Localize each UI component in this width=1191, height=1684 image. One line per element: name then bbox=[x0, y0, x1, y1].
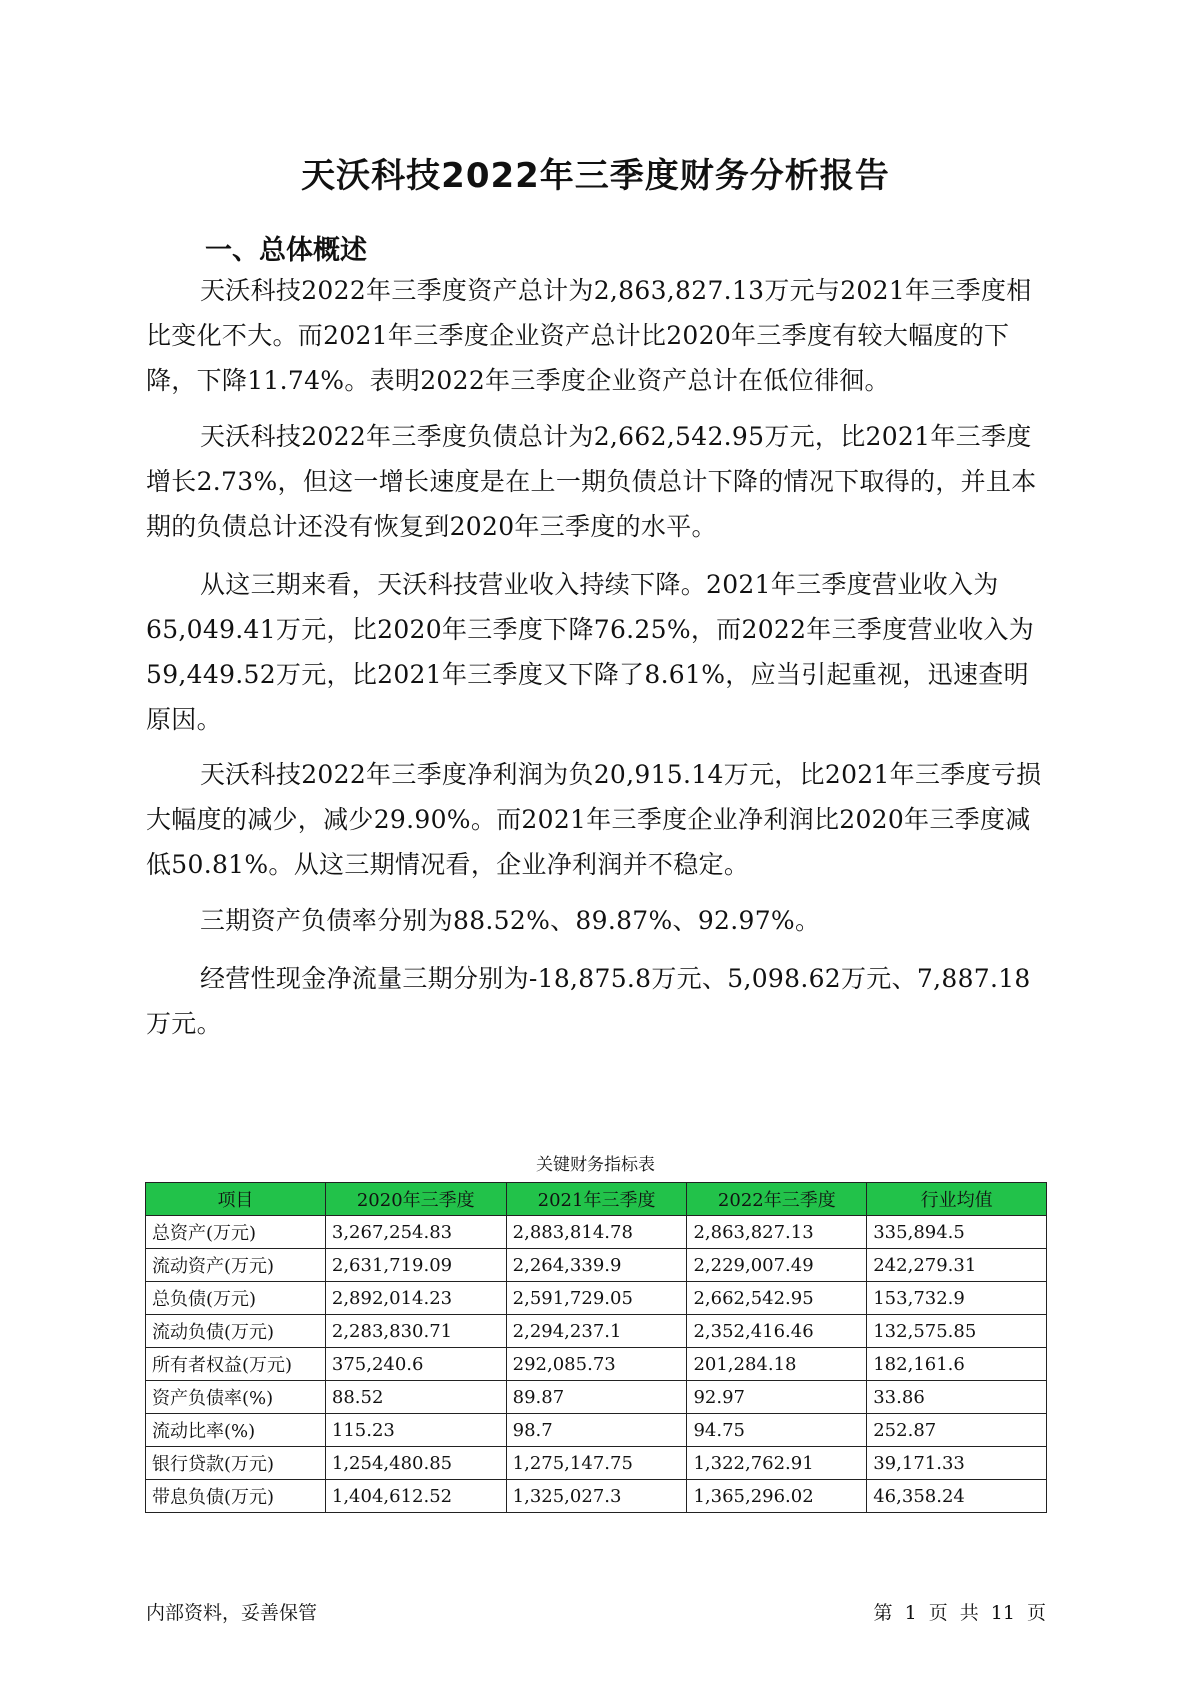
header-2022q3: 2022年三季度 bbox=[687, 1183, 867, 1216]
cell-2022q3: 92.97 bbox=[687, 1381, 867, 1414]
paragraph-cash-flow: 经营性现金净流量三期分别为-18,875.8万元、5,098.62万元、7,887.18万元。 bbox=[146, 964, 1031, 1038]
row-label: 所有者权益(万元) bbox=[146, 1348, 326, 1381]
cell-2020q3: 115.23 bbox=[325, 1414, 506, 1447]
paragraph-net-profit: 天沃科技2022年三季度净利润为负20,915.14万元，比2021年三季度亏损大幅度的减少，减少29.90%。而2021年三季度企业净利润比2020年三季度减低50.81%。从这三期情况看，企业净利润并不稳定。 bbox=[146, 760, 1042, 879]
paragraph-assets: 天沃科技2022年三季度资产总计为2,863,827.13万元与2021年三季度相比变化不大。而2021年三季度企业资产总计比2020年三季度有较大幅度的下降，下降11.74%。表明2022年三季度企业资产总计在低位徘徊。 bbox=[146, 276, 1032, 395]
paragraph-revenue: 从这三期来看，天沃科技营业收入持续下降。2021年三季度营业收入为65,049.41万元，比2020年三季度下降76.25%，而2022年三季度营业收入为59,449.52万元，比2021年三季度又下降了8.61%，应当引起重视，迅速查明原因。 bbox=[146, 570, 1035, 734]
table-row bbox=[146, 1216, 1047, 1249]
paragraph-debt-ratio: 三期资产负债率分别为88.52%、89.87%、92.97%。 bbox=[200, 906, 821, 935]
cell-2022q3: 2,352,416.46 bbox=[687, 1315, 867, 1348]
row-label: 总资产(万元) bbox=[146, 1216, 326, 1249]
table-row bbox=[146, 1249, 1047, 1282]
table-row bbox=[146, 1282, 1047, 1315]
cell-industry-avg: 39,171.33 bbox=[867, 1447, 1047, 1480]
cell-2020q3: 88.52 bbox=[325, 1381, 506, 1414]
cell-2021q3: 1,275,147.75 bbox=[506, 1447, 687, 1480]
cell-industry-avg: 153,732.9 bbox=[867, 1282, 1047, 1315]
kpi-table bbox=[145, 1182, 1047, 1513]
row-label: 流动资产(万元) bbox=[146, 1249, 326, 1282]
footer-confidential-note: 内部资料，妥善保管 bbox=[146, 1602, 318, 1624]
cell-2021q3: 89.87 bbox=[506, 1381, 687, 1414]
page-title: 天沃科技2022年三季度财务分析报告 bbox=[301, 156, 890, 196]
row-label: 总负债(万元) bbox=[146, 1282, 326, 1315]
cell-industry-avg: 182,161.6 bbox=[867, 1348, 1047, 1381]
cell-2022q3: 1,322,762.91 bbox=[687, 1447, 867, 1480]
cell-2021q3: 98.7 bbox=[506, 1414, 687, 1447]
cell-2021q3: 2,883,814.78 bbox=[506, 1216, 687, 1249]
footer-page-number: 第 1 页 共 11 页 bbox=[873, 1602, 1046, 1624]
row-label: 带息负债(万元) bbox=[146, 1480, 326, 1513]
header-2020q3: 2020年三季度 bbox=[325, 1183, 506, 1216]
cell-industry-avg: 335,894.5 bbox=[867, 1216, 1047, 1249]
cell-industry-avg: 242,279.31 bbox=[867, 1249, 1047, 1282]
table-row bbox=[146, 1315, 1047, 1348]
row-label: 资产负债率(%) bbox=[146, 1381, 326, 1414]
row-label: 流动负债(万元) bbox=[146, 1315, 326, 1348]
cell-2022q3: 1,365,296.02 bbox=[687, 1480, 867, 1513]
cell-2022q3: 2,863,827.13 bbox=[687, 1216, 867, 1249]
cell-industry-avg: 252.87 bbox=[867, 1414, 1047, 1447]
cell-2021q3: 2,264,339.9 bbox=[506, 1249, 687, 1282]
paragraph-liabilities: 天沃科技2022年三季度负债总计为2,662,542.95万元，比2021年三季度增长2.73%，但这一增长速度是在上一期负债总计下降的情况下取得的，并且本期的负债总计还没有恢复到2020年三季度的水平。 bbox=[146, 422, 1037, 541]
table-header-row bbox=[146, 1183, 1047, 1216]
cell-2020q3: 1,404,612.52 bbox=[325, 1480, 506, 1513]
cell-2021q3: 2,591,729.05 bbox=[506, 1282, 687, 1315]
table-row bbox=[146, 1414, 1047, 1447]
cell-2022q3: 2,229,007.49 bbox=[687, 1249, 867, 1282]
header-2021q3: 2021年三季度 bbox=[506, 1183, 687, 1216]
table-row bbox=[146, 1348, 1047, 1381]
cell-2022q3: 201,284.18 bbox=[687, 1348, 867, 1381]
header-item: 项目 bbox=[146, 1183, 326, 1216]
cell-2020q3: 1,254,480.85 bbox=[325, 1447, 506, 1480]
cell-industry-avg: 132,575.85 bbox=[867, 1315, 1047, 1348]
cell-2020q3: 3,267,254.83 bbox=[325, 1216, 506, 1249]
cell-2020q3: 2,283,830.71 bbox=[325, 1315, 506, 1348]
section-heading: 一、总体概述 bbox=[205, 235, 367, 266]
cell-2022q3: 94.75 bbox=[687, 1414, 867, 1447]
cell-2021q3: 2,294,237.1 bbox=[506, 1315, 687, 1348]
cell-industry-avg: 33.86 bbox=[867, 1381, 1047, 1414]
cell-2021q3: 292,085.73 bbox=[506, 1348, 687, 1381]
cell-2021q3: 1,325,027.3 bbox=[506, 1480, 687, 1513]
row-label: 银行贷款(万元) bbox=[146, 1447, 326, 1480]
table-row bbox=[146, 1480, 1047, 1513]
table-row bbox=[146, 1447, 1047, 1480]
table-row bbox=[146, 1381, 1047, 1414]
cell-2020q3: 2,631,719.09 bbox=[325, 1249, 506, 1282]
header-industry-avg: 行业均值 bbox=[867, 1183, 1047, 1216]
cell-2020q3: 2,892,014.23 bbox=[325, 1282, 506, 1315]
row-label: 流动比率(%) bbox=[146, 1414, 326, 1447]
cell-2022q3: 2,662,542.95 bbox=[687, 1282, 867, 1315]
cell-2020q3: 375,240.6 bbox=[325, 1348, 506, 1381]
cell-industry-avg: 46,358.24 bbox=[867, 1480, 1047, 1513]
table-caption: 关键财务指标表 bbox=[536, 1155, 655, 1175]
